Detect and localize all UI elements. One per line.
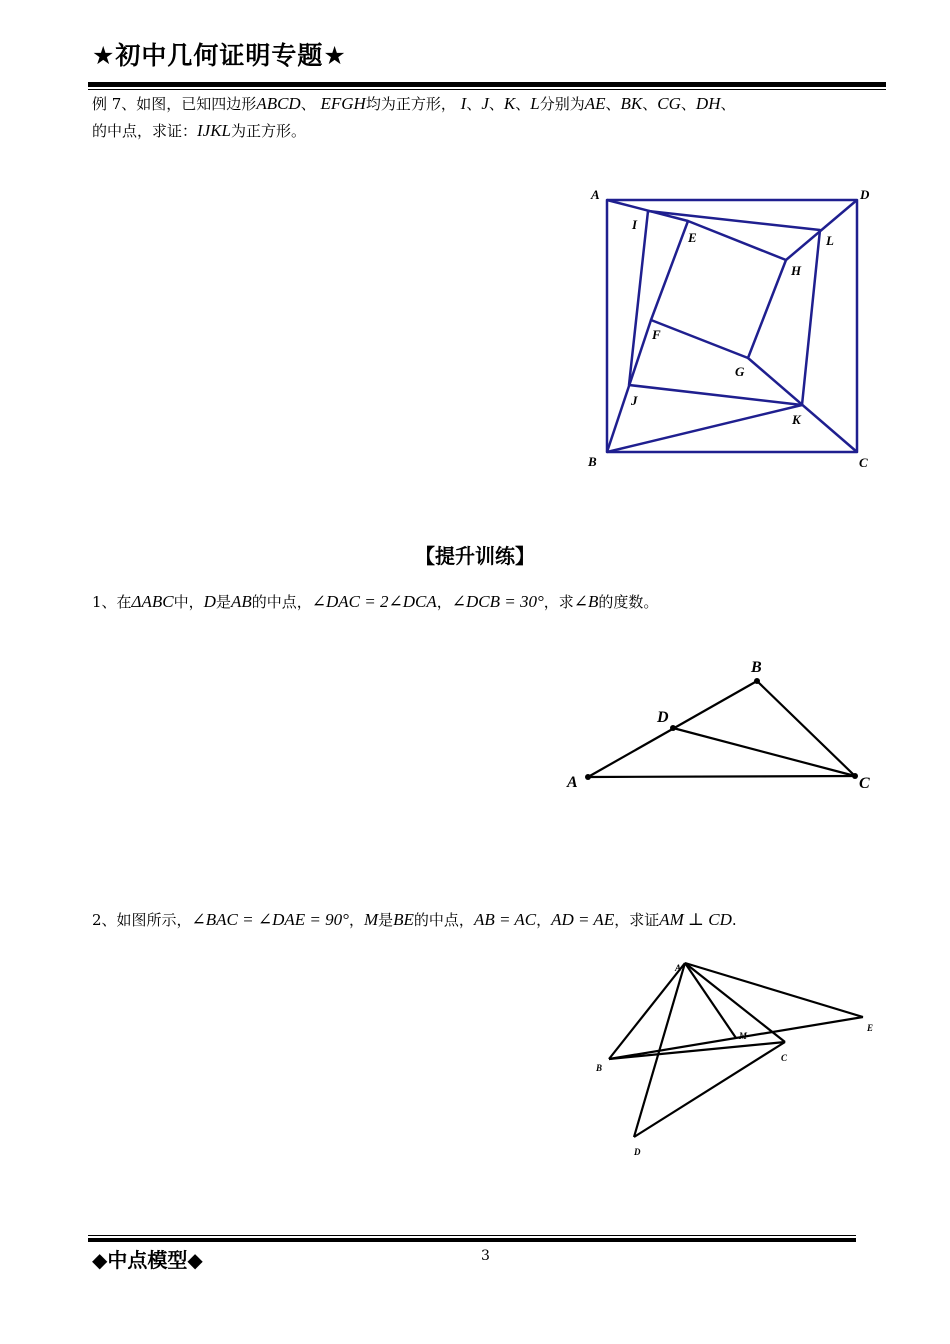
label-a: A (591, 187, 600, 202)
section-title: 【提升训练】 (415, 544, 535, 568)
footer-rule-thin (88, 1235, 856, 1236)
label-c: C (859, 775, 870, 792)
segment-dc (673, 728, 855, 776)
segment-ae (685, 963, 863, 1017)
label-b: B (751, 659, 762, 676)
label-h: H (791, 263, 802, 278)
example7-line2: 的中点，求证：IJKL为正方形。 (92, 121, 307, 140)
example7-figure (580, 180, 880, 480)
label-k: K (792, 412, 801, 427)
segment-dh (786, 200, 857, 260)
label-e: E (688, 230, 697, 245)
segment-ab (609, 963, 685, 1059)
segment-ac (588, 776, 855, 777)
example7-line1: 例 7、如图，已知四边形ABCD、 EFGH均为正方形， I、J、K、L分别为AE、BK、CG、DH、 (92, 94, 736, 113)
footer-title: ◆中点模型◆ (92, 1248, 203, 1272)
point-b (754, 678, 760, 684)
label-d: D (634, 1147, 641, 1157)
page-number: 3 (481, 1248, 490, 1264)
label-b: B (596, 1063, 603, 1073)
header-title: ★初中几何证明专题★ (92, 41, 347, 70)
label-c: C (781, 1053, 788, 1063)
label-d: D (657, 709, 669, 726)
point-d (670, 725, 676, 731)
label-g: G (735, 364, 745, 379)
segment-cg (748, 358, 857, 452)
square-efgh (651, 221, 786, 358)
label-m: M (739, 1031, 748, 1041)
segment-bc (757, 681, 855, 776)
label-b: B (588, 454, 597, 469)
problem2-figure (580, 950, 880, 1165)
point-a (585, 774, 591, 780)
label-a: A (675, 963, 682, 973)
segment-bk (607, 405, 802, 452)
label-j: J (631, 393, 638, 408)
segment-am (685, 963, 736, 1038)
label-a: A (567, 774, 578, 791)
label-e: E (867, 1023, 874, 1033)
problem1-text: 1、在ΔABC中，D是AB的中点，∠DAC = 2∠DCA，∠DCB = 30°，求∠B的度数。 (92, 592, 659, 611)
label-c: C (859, 455, 868, 470)
label-l: L (826, 233, 834, 248)
point-c (852, 773, 858, 779)
footer-rule-thick (88, 1238, 856, 1242)
problem1-figure (560, 650, 890, 800)
label-f: F (652, 327, 661, 342)
label-d: D (860, 187, 870, 202)
header-rule-thick (88, 82, 886, 87)
square-ijkl (629, 211, 820, 405)
segment-ac (685, 963, 785, 1042)
problem2-text: 2、如图所示，∠BAC = ∠DAE = 90°，M是BE的中点，AB = AC，AD = AE，求证AM ⊥ CD. (92, 910, 737, 929)
label-i: I (632, 217, 638, 232)
